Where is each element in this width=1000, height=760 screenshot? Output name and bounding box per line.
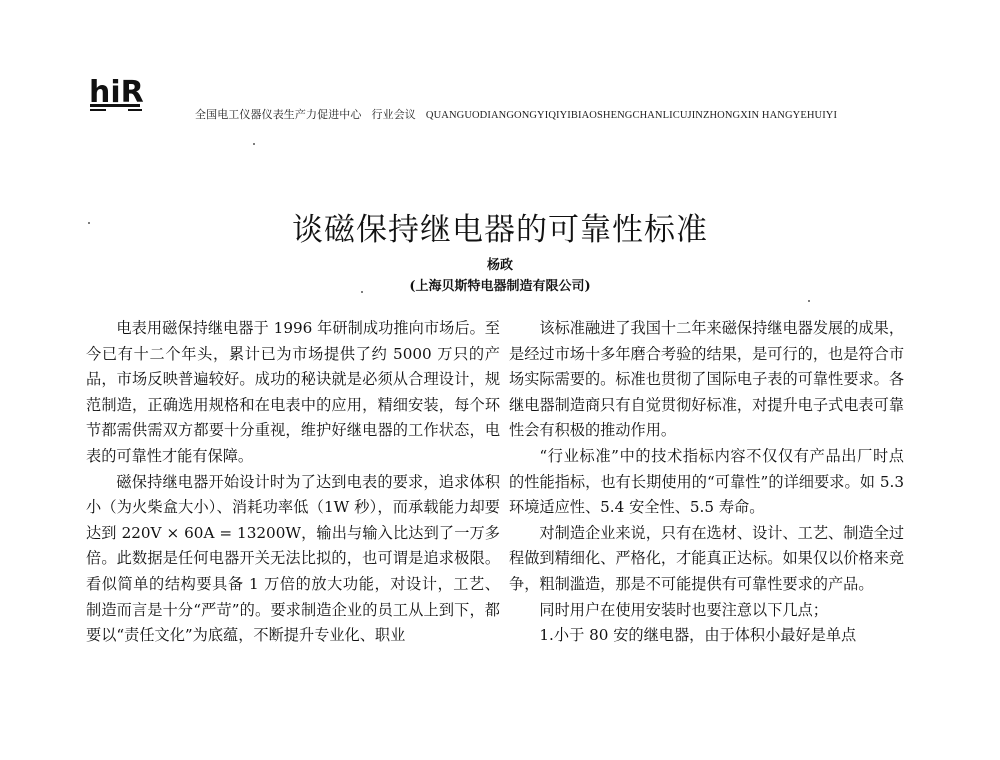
journal-logo [88,74,154,124]
paragraph: 1.小于 80 安的继电器，由于体积小最好是单点 [539,626,857,645]
article-affiliation: (上海贝斯特电器制造有限公司) [409,279,591,294]
header-meeting: 行业会议 [371,108,416,121]
article-author: 杨政 [486,258,513,273]
header-pinyin: QUANGUODIANGONGYIQIYIBIAOSHENGCHANLICUJINZHONGXIN HANGYEHUIYI [425,110,838,121]
paragraph: 同时用户在使用安装时也要注意以下几点； [539,600,828,619]
left-column [86,316,500,649]
logo-text: hiR [89,75,144,110]
scan-speck [361,291,363,293]
scan-speck [808,300,810,302]
running-header [195,106,837,122]
article-title: 谈磁保持继电器的可靠性标准 [292,211,708,248]
right-column [509,316,904,649]
paragraph: 电表用磁保持继电器于 1996 年研制成功推向市场后。至今已有十二个年头，累计已为市场提供了约 5000 万只的产品，市场反映普遍较好。成功的秘诀就是必须从合理设计，规范制造，正确选用规格和在电表中的应用，精细安装，每个环节都需供需双方都要十分重视，维护好继电器的工作状态，电表的可靠性才能有保障。 [86,319,500,465]
paragraph: 磁保持继电器开始设计时为了达到电表的要求，追求体积小（为火柴盒大小）、消耗功率低（1W 秒），而承载能力却要达到 220V × 60A = 13200W，输出与输入比达到了一万多倍。此数据是任何电器开关无法比拟的，也可谓是追求极限。看似简单的结构要具备 1 万倍的放大功能，对设计，工艺、制造而言是十分“严苛”的。要求制造企业的员工从上到下，都要以“责任文化”为底蕴，不断提升专业化、职业 [86,472,500,645]
paragraph: “行业标准”中的技术指标内容不仅仅有产品出厂时点的性能指标，也有长期使用的“可靠性”的详细要求。如 5.3 环境适应性、5.4 安全性、5.5 寿命。 [509,446,904,517]
header-organization: 全国电工仪器仪表生产力促进中心 [195,108,362,121]
paragraph: 该标准融进了我国十二年来磁保持继电器发展的成果，是经过市场十多年磨合考验的结果，是可行的，也是符合市场实际需要的。标准也贯彻了国际电子表的可靠性要求。各继电器制造商只有自觉贯彻好标准，对提升电子式电表可靠性会有积极的推动作用。 [509,319,904,440]
paragraph: 对制造企业来说，只有在选材、设计、工艺、制造全过程做到精细化、严格化，才能真正达标。如果仅以价格来竞争，粗制滥造，那是不可能提供有可靠性要求的产品。 [509,523,904,593]
scan-speck [253,143,255,145]
scan-speck [88,222,90,224]
